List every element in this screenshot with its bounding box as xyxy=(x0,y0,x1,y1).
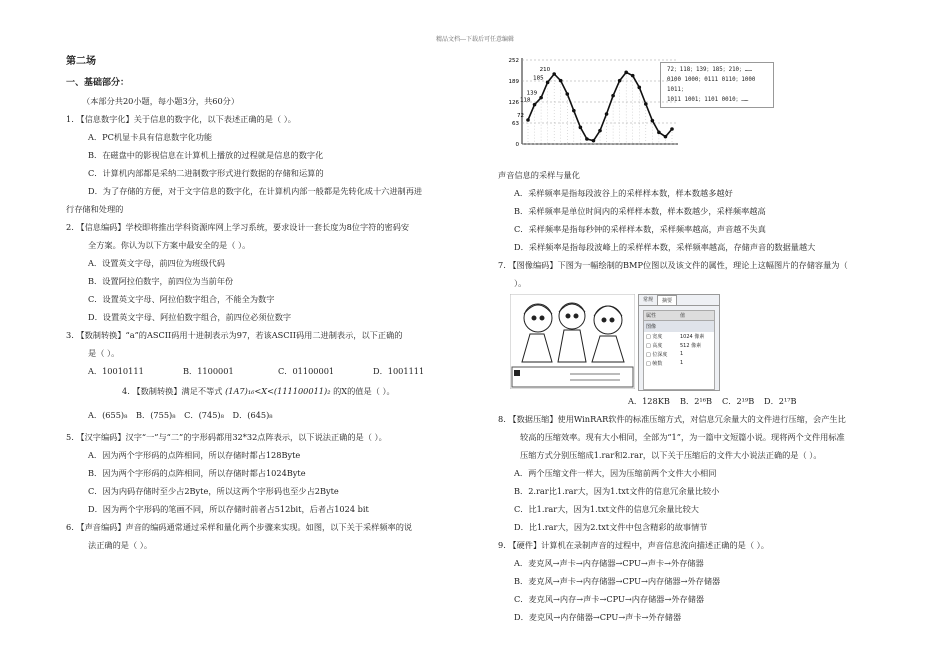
property-row xyxy=(644,341,714,350)
binary-line-1: 72；118；139；185；210；…… xyxy=(667,67,752,73)
sample-point xyxy=(552,72,556,76)
sample-point xyxy=(565,92,569,96)
q8-stem-cont-1: 较高的压缩效率。现有大小相同，全部为“1”，为一篇中文短篇小说。现将两个文件用标准 xyxy=(520,432,845,442)
q6-stem: 6. 【声音编码】声音的编码通常通过采样和量化两个步骤来实现。如图，以下关于采样频率的说 xyxy=(66,522,413,532)
q5-option-c: C．因为内码存储时至少占2Byte，所以这两个字形码也至少占2Byte xyxy=(88,486,339,496)
property-value: 1 xyxy=(680,351,684,357)
q2-option-d: D．设置英文字母、阿拉伯数字组合，前四位必须位数字 xyxy=(88,312,292,322)
q4-stem-prefix: 4. 【数制转换】满足不等式 xyxy=(122,386,223,396)
q4-option-a: A．(655)₈ xyxy=(88,410,128,420)
sample-point xyxy=(539,96,543,100)
section-title: 第二场 xyxy=(66,56,96,67)
q6-option-a: A．采样频率是指每段波谷上的采样样本数，样本数越多越好 xyxy=(514,188,733,198)
sample-value-label: 72 xyxy=(517,113,524,119)
sample-point xyxy=(592,139,596,143)
question-7 xyxy=(498,256,903,410)
q9-option-b: B．麦克风→声卡→内存储器→CPU→内存储器→外存储器 xyxy=(514,576,721,586)
sample-point xyxy=(637,86,641,90)
q7-stem-cont: ）。 xyxy=(514,278,527,288)
q4-option-c: C．(745)₈ xyxy=(184,410,224,420)
bmp-illustration xyxy=(510,294,635,389)
q8-option-a: A．两个压缩文件一样大，因为压缩前两个文件大小相同 xyxy=(514,468,717,478)
sample-point xyxy=(657,131,661,135)
sample-point xyxy=(579,126,583,130)
q7-figure xyxy=(498,294,903,392)
q3-stem: 3. 【数制转换】“a”的ASCII码用十进制表示为97，若该ASCII码用二进制表示，以下正确的 xyxy=(66,330,403,340)
q1-option-d-cont: 行存储和处理的 xyxy=(66,204,124,214)
q4-option-b: B．(755)₈ xyxy=(136,410,176,420)
part-title: 一、基础部分： xyxy=(66,78,130,88)
q2-stem-cont: 全方案。你认为以下方案中最安全的是（ ）。 xyxy=(88,240,251,250)
sample-point xyxy=(572,109,576,113)
q4-stem-suffix: 的X的值是（ ）。 xyxy=(333,386,395,396)
q3-stem-cont: 是（ ）。 xyxy=(88,348,120,358)
q8-option-b: B．2.rar比1.rar大，因为1.txt文件的信息冗余量比较小 xyxy=(514,486,720,496)
q3-option-d: D．1001111 xyxy=(373,366,425,376)
q4-options xyxy=(66,402,484,428)
question-4 xyxy=(66,380,484,428)
q2-option-a: A．设置英文字母，前四位为班级代码 xyxy=(88,258,225,268)
sample-value-label: 139 xyxy=(526,90,538,97)
q7-option-d: D．2¹⁷B xyxy=(764,396,797,406)
q1-option-c: C．计算机内部都是采纳二进制数字形式进行数据的存储和运算的 xyxy=(88,168,324,178)
q2-stem: 2. 【信息编码】学校即将推出学科资源库网上学习系统，要求设计一套长度为8位字符的密码安 xyxy=(66,222,410,232)
q1-option-d: D．为了存储的方便，对于文字信息的数字化，在计算机内部一般都是先转化成十六进制再进 xyxy=(88,186,423,196)
question-3 xyxy=(66,326,484,380)
sample-value-label: 185 xyxy=(533,75,544,82)
binary-line-2: 0100 1000；0111 0110；1000 1011； xyxy=(667,77,756,93)
sampling-figure xyxy=(498,52,903,162)
part-note: （本部分共20小题，每小题3分，共60分） xyxy=(82,96,240,106)
sample-point xyxy=(526,118,530,122)
question-1 xyxy=(66,110,484,218)
q4-option-d: D．(645)₈ xyxy=(232,410,273,420)
q3-option-c: C．01100001 xyxy=(278,366,335,376)
y-tick-label: 252 xyxy=(508,58,519,64)
property-label: □ 高度 xyxy=(646,343,663,349)
q9-stem: 9. 【硬件】计算机在录制声音的过程中，声音信息流向描述正确的是（ ）。 xyxy=(498,540,769,550)
q3-options xyxy=(66,362,484,380)
q8-option-c: C．比1.rar大，因为1.txt文件的信息冗余量比较大 xyxy=(514,504,699,514)
sample-point xyxy=(651,119,655,123)
q1-stem: 1. 【信息数字化】关于信息的数字化，以下表述正确的是（ ）。 xyxy=(66,114,296,124)
sample-point xyxy=(533,103,537,107)
sample-point xyxy=(644,102,648,106)
q5-stem: 5. 【汉字编码】汉字“一”与“二”的字形码都用32*32点阵表示，以下说法正确的是（ ）。 xyxy=(66,432,387,442)
q6-option-c: C．采样频率是指每秒钟的采样样本数，采样频率越高，声音越不失真 xyxy=(514,224,766,234)
sample-value-label: 210 xyxy=(539,67,551,73)
question-9 xyxy=(498,536,903,626)
sample-point xyxy=(624,71,628,75)
q7-option-a: A．128KB xyxy=(628,396,670,406)
property-value: 512 像素 xyxy=(680,343,702,349)
binary-line-3: 1011 1001；1101 0010；…… xyxy=(667,97,749,103)
question-8 xyxy=(498,410,903,536)
y-tick-label: 63 xyxy=(512,121,519,127)
sample-point xyxy=(611,94,615,98)
right-column xyxy=(498,52,903,626)
question-6 xyxy=(66,518,484,554)
q1-option-a: A．PC机显卡具有信息数字化功能 xyxy=(88,132,213,142)
group-image: 图像 xyxy=(644,321,714,332)
q8-stem: 8. 【数据压缩】使用WinRAR软件的标准压缩方式，对信息冗余量大的文件进行压缩，会产生比 xyxy=(498,414,846,424)
property-value: 1 xyxy=(680,360,684,366)
file-properties-panel xyxy=(638,294,720,391)
q2-option-c: C．设置英文字母、阿拉伯数字组合，不能全为数字 xyxy=(88,294,275,304)
q6-option-d: D．采样频率是指每段波峰上的采样样本数，采样频率越高，存储声音的数据量越大 xyxy=(514,242,816,252)
q3-option-a: A．10010111 xyxy=(88,366,144,376)
q6-option-b: B．采样频率是单位时间内的采样样本数，样本数越少，采样频率越高 xyxy=(514,206,766,216)
q7-options xyxy=(498,392,903,410)
q9-option-a: A．麦克风→声卡→内存储器→CPU→声卡→外存储器 xyxy=(514,558,704,568)
property-row xyxy=(644,359,714,368)
question-2 xyxy=(66,218,484,326)
sample-point xyxy=(664,135,668,139)
q7-stem: 7. 【图像编码】下图为一幅绘制的BMP位图以及该文件的属性，理论上这幅图片的存储容量为（ xyxy=(498,260,848,270)
tab-general[interactable]: 常规 xyxy=(643,297,654,303)
sample-point xyxy=(598,129,602,133)
property-row xyxy=(644,332,714,341)
q4-stem xyxy=(66,380,484,402)
property-label: □ 帧数 xyxy=(646,361,663,367)
sample-point xyxy=(585,137,589,141)
sample-point xyxy=(559,79,563,83)
q3-option-b: B．1100001 xyxy=(183,366,234,376)
q6-caption: 声音信息的采样与量化 xyxy=(498,170,580,180)
property-row xyxy=(644,350,714,359)
left-column xyxy=(66,52,484,554)
property-value: 1024 像素 xyxy=(680,334,705,340)
col-attr: 属性 xyxy=(646,313,657,319)
q5-option-a: A．因为两个字形码的点阵相同，所以存储时都占128Byte xyxy=(88,450,301,460)
y-tick-label: 126 xyxy=(508,100,519,106)
sample-point xyxy=(605,112,609,116)
sample-value-label: 118 xyxy=(520,97,531,104)
sample-point xyxy=(618,79,622,83)
property-label: □ 宽度 xyxy=(646,334,663,340)
y-tick-label: 0 xyxy=(515,142,519,148)
q9-option-d: D．麦克风→内存储器→CPU→声卡→外存储器 xyxy=(514,612,682,622)
q9-option-c: C．麦克风→内存→声卡→CPU→内存储器→外存储器 xyxy=(514,594,705,604)
q8-stem-cont-2: 压缩方式分别压缩成1.rar和2.rar，以下关于压缩后的文件大小说法正确的是（ ）。 xyxy=(520,450,822,460)
q8-option-d: D．比1.rar大，因为2.txt文件中包含精彩的故事情节 xyxy=(514,522,708,532)
page-header: 精品文档---下载后可任意编辑 xyxy=(435,36,515,43)
sample-point xyxy=(670,127,674,131)
col-val: 值 xyxy=(680,313,686,319)
property-label: □ 位深度 xyxy=(646,352,668,358)
q1-option-b: B．在磁盘中的影视信息在计算机上播放的过程就是信息的数字化 xyxy=(88,150,324,160)
q7-option-b: B．2¹⁶B xyxy=(680,396,712,406)
binary-box xyxy=(660,62,774,108)
q6-stem-cont: 法正确的是（ ）。 xyxy=(88,540,153,550)
q5-option-d: D．因为两个字形码的笔画不同，所以存储时前者占512bit，后者占1024 bit xyxy=(88,504,369,514)
q4-inequality: (1A7)₁₆<X<(111100011)₂ xyxy=(225,386,331,396)
y-tick-label: 189 xyxy=(508,79,519,85)
q5-option-b: B．因为两个字形码的点阵相同，所以存储时都占1024Byte xyxy=(88,468,306,478)
tab-summary[interactable]: 摘要 xyxy=(657,295,677,305)
question-5 xyxy=(66,428,484,518)
sample-point xyxy=(631,74,635,78)
q2-option-b: B．设置阿拉伯数字，前四位为当前年份 xyxy=(88,276,234,286)
q7-option-c: C．2¹⁹B xyxy=(722,396,755,406)
sample-point xyxy=(546,81,550,85)
